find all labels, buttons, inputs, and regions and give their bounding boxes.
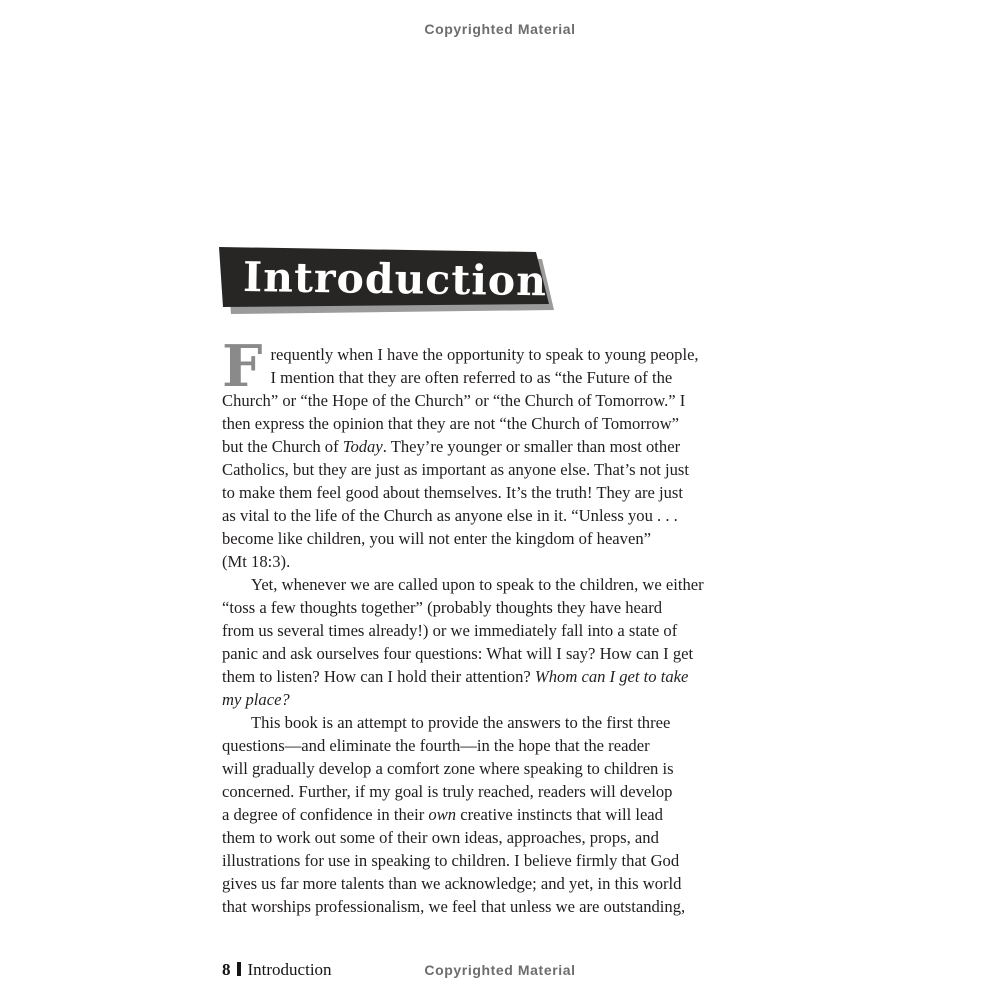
top-watermark: Copyrighted Material [424, 21, 576, 37]
body-text [222, 333, 822, 918]
paragraph: Yet, whenever we are called upon to speak to the children, we either “toss a few thoughts together” (probably thoughts they have heard from us several times already!) or we immediately fall into a state of panic and ask ourselves four questions: What will I say? How can I get them to listen? How can I hold their attention? Whom can I get to take my place? [222, 575, 704, 709]
paragraph: This book is an attempt to provide the answers to the first three questions—and eliminate the fourth—in the hope that the reader will gradually develop a comfort zone where speaking to children is concerned. Further, if my goal is truly reached, readers will develop a degree of confidence in their own creative instincts that will lead them to work out some of their own ideas, approaches, props, and illustrations for use in speaking to children. I believe firmly that God gives us far more talents than we acknowledge; and yet, in this world that worships professionalism, we feel that unless we are outstanding, [222, 713, 686, 916]
chapter-banner [210, 240, 560, 320]
footer-chapter: Introduction [247, 960, 332, 979]
page-number: 8 [222, 960, 231, 979]
bottom-watermark: Copyrighted Material [424, 962, 576, 978]
drop-cap: F [222, 333, 263, 400]
paragraph: Frequently when I have the opportunity to speak to young people, I mention that they are often referred to as “the Future of the Church” or “the Hope of the Church” or “the Church of Tomorrow.” I then express the opinion that they are not “the Church of Tomorrow” but the Church of Today. They’re younger or smaller than most other Catholics, but they are just as important as anyone else. That’s not just to make them feel good about themselves. It’s the truth! They are just as vital to the life of the Church as anyone else in it. “Unless you . . . become like children, you will not enter the kingdom of heaven” (Mt 18:3). [222, 333, 699, 571]
banner-title: Introduction [242, 253, 548, 306]
